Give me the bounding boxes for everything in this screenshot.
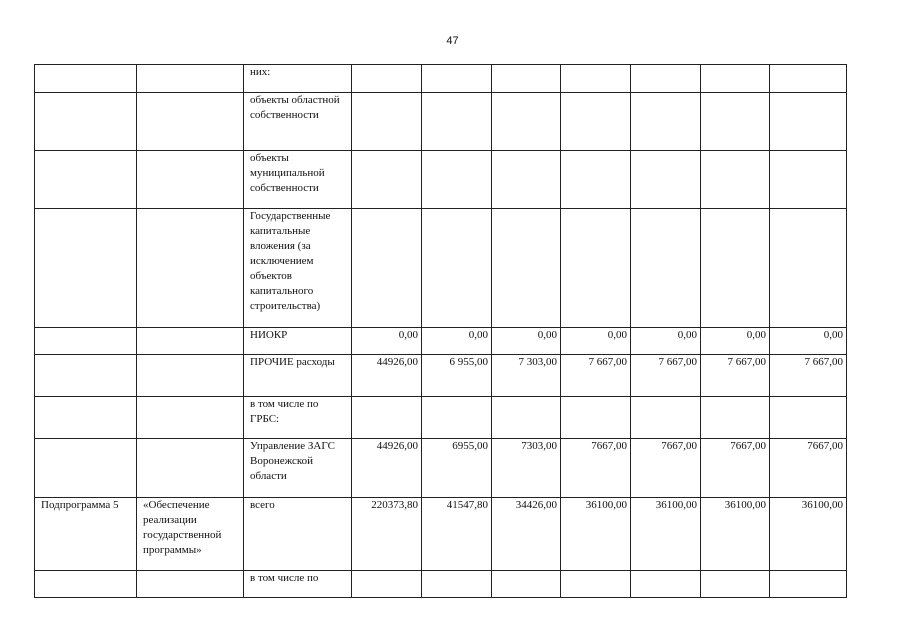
table-row bbox=[35, 439, 847, 498]
value-cell: 44926,00 bbox=[352, 439, 422, 498]
value-cell bbox=[561, 397, 631, 439]
value-cell: 6 955,00 bbox=[422, 355, 492, 397]
value-cell bbox=[492, 65, 561, 93]
table-row bbox=[35, 397, 847, 439]
table-row bbox=[35, 498, 847, 571]
value-cell bbox=[352, 571, 422, 598]
value-cell bbox=[631, 93, 701, 151]
value-cell bbox=[422, 65, 492, 93]
program-cell bbox=[35, 355, 137, 397]
expense-type-cell: объекты муниципальной собственности bbox=[244, 151, 352, 209]
value-cell: 7 303,00 bbox=[492, 355, 561, 397]
value-cell: 0,00 bbox=[492, 328, 561, 355]
page-number: 47 bbox=[446, 35, 459, 47]
value-cell bbox=[631, 209, 701, 328]
value-cell bbox=[422, 151, 492, 209]
value-cell: 7667,00 bbox=[701, 439, 770, 498]
value-cell bbox=[701, 93, 770, 151]
table-row bbox=[35, 571, 847, 598]
value-cell: 7 667,00 bbox=[631, 355, 701, 397]
value-cell: 7 667,00 bbox=[701, 355, 770, 397]
value-cell bbox=[561, 571, 631, 598]
value-cell: 7 667,00 bbox=[561, 355, 631, 397]
program-name-cell bbox=[137, 439, 244, 498]
value-cell bbox=[701, 397, 770, 439]
value-cell: 7667,00 bbox=[631, 439, 701, 498]
value-cell bbox=[492, 209, 561, 328]
expense-type-cell: них: bbox=[244, 65, 352, 93]
expense-type-cell: всего bbox=[244, 498, 352, 571]
value-cell bbox=[631, 571, 701, 598]
program-cell bbox=[35, 571, 137, 598]
value-cell bbox=[701, 571, 770, 598]
program-cell bbox=[35, 65, 137, 93]
value-cell bbox=[631, 397, 701, 439]
value-cell: 36100,00 bbox=[561, 498, 631, 571]
program-cell bbox=[35, 93, 137, 151]
value-cell: 0,00 bbox=[422, 328, 492, 355]
value-cell bbox=[701, 209, 770, 328]
program-name-cell: «Обеспечение реализации государственной программы» bbox=[137, 498, 244, 571]
program-name-cell bbox=[137, 328, 244, 355]
value-cell: 6955,00 bbox=[422, 439, 492, 498]
value-cell bbox=[770, 93, 847, 151]
program-cell bbox=[35, 151, 137, 209]
expense-type-cell: НИОКР bbox=[244, 328, 352, 355]
expense-type-cell: ПРОЧИЕ расходы bbox=[244, 355, 352, 397]
value-cell: 7667,00 bbox=[561, 439, 631, 498]
program-name-cell bbox=[137, 571, 244, 598]
program-name-cell bbox=[137, 397, 244, 439]
table-row bbox=[35, 151, 847, 209]
value-cell: 34426,00 bbox=[492, 498, 561, 571]
expense-type-cell: в том числе по ГРБС: bbox=[244, 397, 352, 439]
value-cell bbox=[352, 209, 422, 328]
program-name-cell bbox=[137, 355, 244, 397]
program-name-cell bbox=[137, 151, 244, 209]
value-cell bbox=[701, 151, 770, 209]
program-name-cell bbox=[137, 65, 244, 93]
program-name-cell bbox=[137, 209, 244, 328]
expense-type-cell: Управление ЗАГС Воронежской области bbox=[244, 439, 352, 498]
program-cell bbox=[35, 439, 137, 498]
program-cell bbox=[35, 209, 137, 328]
value-cell bbox=[561, 209, 631, 328]
program-cell: Подпрограмма 5 bbox=[35, 498, 137, 571]
value-cell bbox=[701, 65, 770, 93]
value-cell bbox=[352, 93, 422, 151]
value-cell bbox=[422, 209, 492, 328]
value-cell: 0,00 bbox=[770, 328, 847, 355]
value-cell bbox=[770, 397, 847, 439]
table-row bbox=[35, 93, 847, 151]
value-cell: 0,00 bbox=[631, 328, 701, 355]
value-cell bbox=[561, 93, 631, 151]
value-cell bbox=[561, 151, 631, 209]
value-cell bbox=[422, 397, 492, 439]
value-cell: 7303,00 bbox=[492, 439, 561, 498]
value-cell bbox=[492, 151, 561, 209]
value-cell bbox=[631, 151, 701, 209]
value-cell: 36100,00 bbox=[701, 498, 770, 571]
value-cell bbox=[492, 571, 561, 598]
expense-type-cell: объекты областной собственности bbox=[244, 93, 352, 151]
table-row bbox=[35, 209, 847, 328]
program-name-cell bbox=[137, 93, 244, 151]
program-cell bbox=[35, 328, 137, 355]
value-cell: 36100,00 bbox=[770, 498, 847, 571]
value-cell bbox=[422, 93, 492, 151]
table-row bbox=[35, 328, 847, 355]
value-cell bbox=[770, 571, 847, 598]
value-cell bbox=[492, 93, 561, 151]
budget-table bbox=[34, 64, 847, 598]
value-cell: 0,00 bbox=[561, 328, 631, 355]
value-cell bbox=[352, 65, 422, 93]
value-cell bbox=[352, 151, 422, 209]
value-cell: 0,00 bbox=[352, 328, 422, 355]
value-cell: 0,00 bbox=[701, 328, 770, 355]
value-cell bbox=[561, 65, 631, 93]
value-cell: 220373,80 bbox=[352, 498, 422, 571]
table-row bbox=[35, 355, 847, 397]
value-cell: 36100,00 bbox=[631, 498, 701, 571]
value-cell bbox=[422, 571, 492, 598]
value-cell bbox=[770, 65, 847, 93]
value-cell bbox=[631, 65, 701, 93]
value-cell bbox=[770, 151, 847, 209]
value-cell bbox=[492, 397, 561, 439]
table-row bbox=[35, 65, 847, 93]
program-cell bbox=[35, 397, 137, 439]
value-cell bbox=[770, 209, 847, 328]
expense-type-cell: в том числе по bbox=[244, 571, 352, 598]
value-cell bbox=[352, 397, 422, 439]
value-cell: 41547,80 bbox=[422, 498, 492, 571]
value-cell: 44926,00 bbox=[352, 355, 422, 397]
value-cell: 7667,00 bbox=[770, 439, 847, 498]
value-cell: 7 667,00 bbox=[770, 355, 847, 397]
expense-type-cell: Государственные капитальные вложения (за исключением объектов капитального строительства) bbox=[244, 209, 352, 328]
